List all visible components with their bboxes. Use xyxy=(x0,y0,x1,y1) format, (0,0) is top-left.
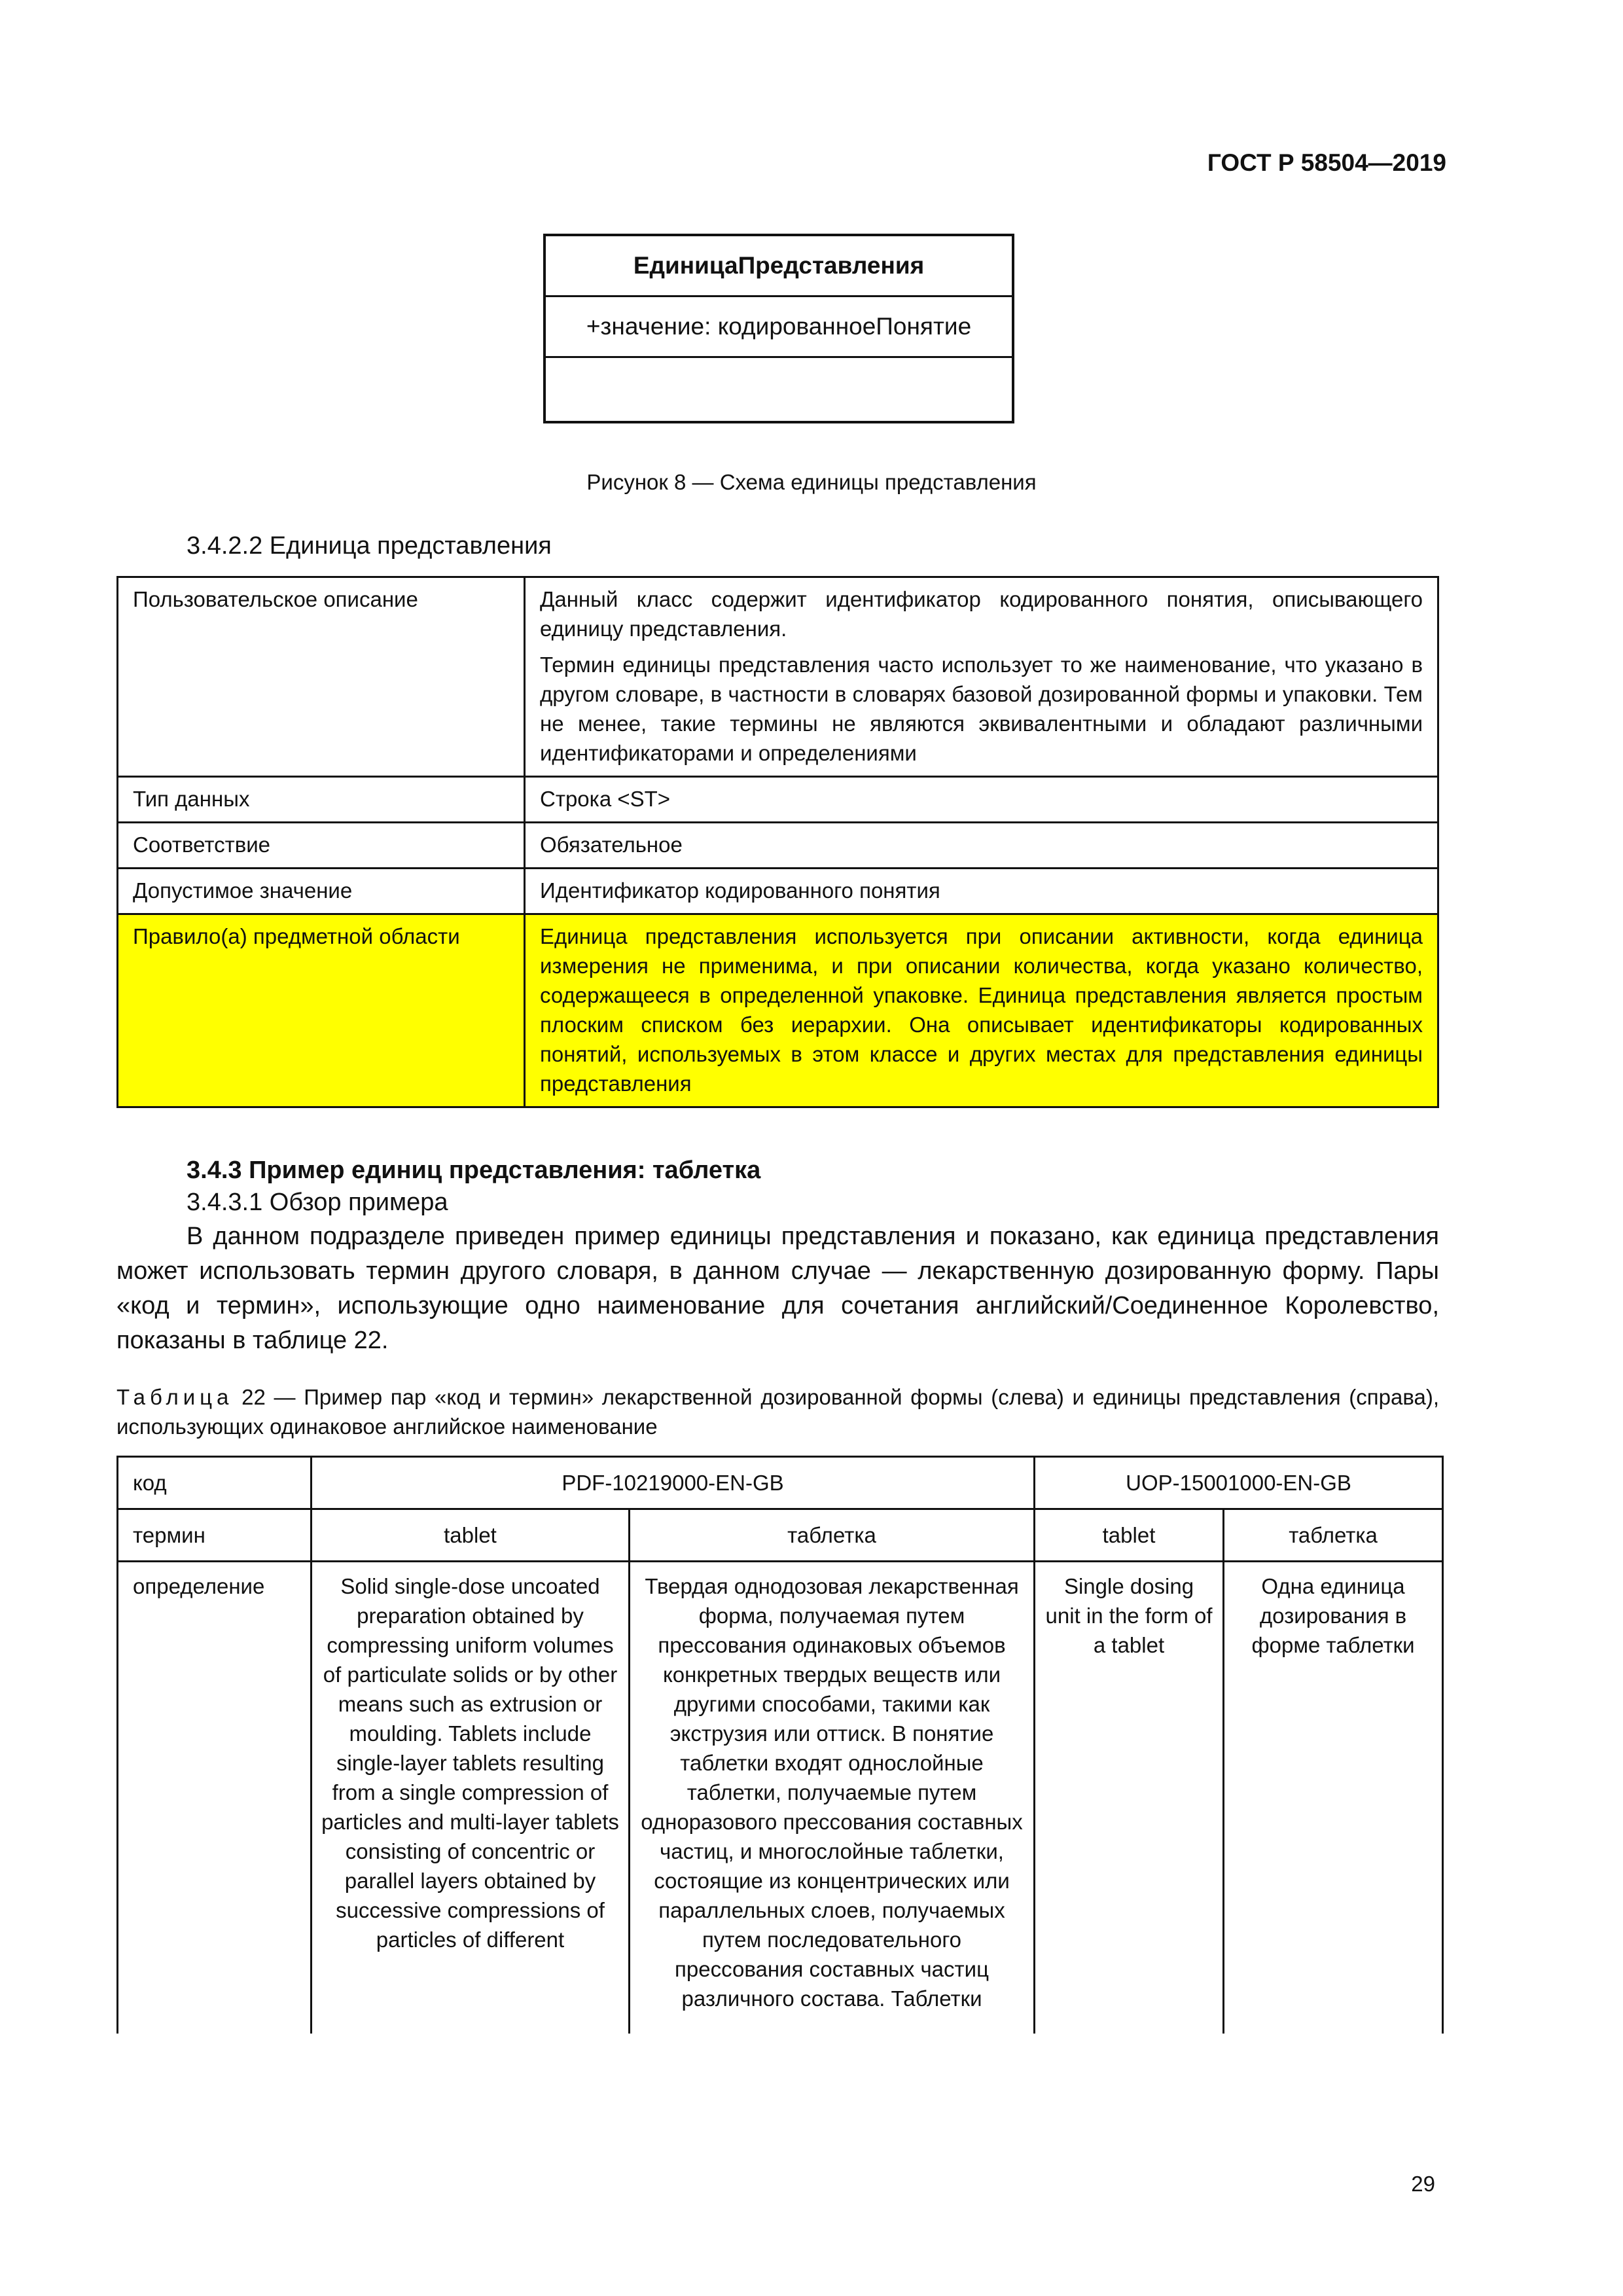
table-row xyxy=(118,1562,1443,2034)
uml-class-diagram xyxy=(543,234,1014,423)
term-cell: таблетка xyxy=(630,1509,1035,1562)
term-cell: tablet xyxy=(1035,1509,1224,1562)
row-key: Правило(а) предметной области xyxy=(118,914,525,1107)
table-row xyxy=(118,1457,1443,1509)
definition-cell: Одна единица дозирования в форме таблетки xyxy=(1224,1562,1443,2034)
section-heading-3422: 3.4.2.2 Единица представления xyxy=(187,532,552,560)
example-table xyxy=(116,1456,1444,2034)
figure-caption: Рисунок 8 — Схема единицы представления xyxy=(586,470,1037,494)
body-paragraph: В данном подразделе приведен пример единицы представления и показано, как единица представления может использовать термин другого словаря, в данном случае — лекарственную дозированную форму. Пары «код и термин», использующие одно наименование для сочетания английский/Соединенное Королевство, показаны в таблице 22. xyxy=(116,1223,1439,1354)
definition-cell: Single dosing unit in the form of a tablet xyxy=(1035,1562,1224,2034)
row-label: код xyxy=(118,1457,312,1509)
section-heading-343: 3.4.3 Пример единиц представления: таблетка xyxy=(187,1157,761,1184)
table-caption-label: Таблица xyxy=(116,1385,234,1409)
row-value: Единица представления используется при описании активности, когда единица измерения не применима, и при описании количества, когда указано количество, содержащееся в определенной упаковке. Единица представления является простым плоским списком без иерархии. Она описывает идентификаторы кодированных понятий, используемых в этом классе и других местах для представления единицы представления xyxy=(525,914,1438,1107)
table-caption-text: 22 — Пример пар «код и термин» лекарственной дозированной формы (слева) и единицы представления (справа), использующих одинаковое английское наименование xyxy=(116,1385,1439,1439)
table-row xyxy=(118,777,1438,823)
row-key: Тип данных xyxy=(118,777,525,823)
page-number: 29 xyxy=(1411,2172,1435,2196)
row-key: Соответствие xyxy=(118,823,525,869)
code-cell: PDF-10219000-EN-GB xyxy=(312,1457,1035,1509)
row-value: Идентификатор кодированного понятия xyxy=(525,869,1438,914)
code-cell: UOP-15001000-EN-GB xyxy=(1035,1457,1443,1509)
definition-cell: Твердая однодозовая лекарственная форма, получаемая путем прессования одинаковых объемов конкретных твердых веществ или другими способами, такими как экструзия или оттиск. В понятие таблетки входят однослойные таблетки, получаемые путем одноразового прессования составных частиц, и многослойные таблетки, состоящие из концентрических или параллельных слоев, получаемых путем последовательного прессования составных частиц различного состава. Таблетки xyxy=(630,1562,1035,2034)
row-key: Пользовательское описание xyxy=(118,577,525,777)
row-label: определение xyxy=(118,1562,312,2034)
row-value: Обязательное xyxy=(525,823,1438,869)
term-cell: tablet xyxy=(312,1509,630,1562)
term-cell: таблетка xyxy=(1224,1509,1443,1562)
table-row xyxy=(118,869,1438,914)
section-heading-3431: 3.4.3.1 Обзор примера xyxy=(187,1189,448,1216)
standard-number: ГОСТ Р 58504—2019 xyxy=(1207,149,1446,176)
uml-class-name: ЕдиницаПредставления xyxy=(546,236,1012,297)
row-value: Строка <ST> xyxy=(525,777,1438,823)
uml-operations xyxy=(546,358,1012,421)
attribute-table xyxy=(116,576,1439,1108)
uml-attribute: +значение: кодированноеПонятие xyxy=(546,297,1012,358)
row-label: термин xyxy=(118,1509,312,1562)
row-value xyxy=(525,577,1438,777)
table-caption xyxy=(116,1382,1439,1441)
row-key: Допустимое значение xyxy=(118,869,525,914)
table-row xyxy=(118,823,1438,869)
description-paragraph: Термин единицы представления часто использует то же наименование, что указано в другом словаре, в частности в словарях базовой дозированной формы и упаковки. Тем не менее, такие термины не являются эквивалентными и обладают различными идентификаторами и определениями xyxy=(540,653,1423,765)
table-row-highlighted xyxy=(118,914,1438,1107)
definition-cell: Solid single-dose uncoated preparation obtained by compressing uniform volumes of particulate solids or by other means such as extrusion or moulding. Tablets include single-layer tablets resulting from a single compression of particles and multi-layer tablets consisting of concentric or parallel layers obtained by successive compressions of particles of different xyxy=(312,1562,630,2034)
table-row xyxy=(118,1509,1443,1562)
table-row xyxy=(118,577,1438,777)
description-paragraph: Данный класс содержит идентификатор кодированного понятия, описывающего единицу представления. xyxy=(540,587,1423,641)
